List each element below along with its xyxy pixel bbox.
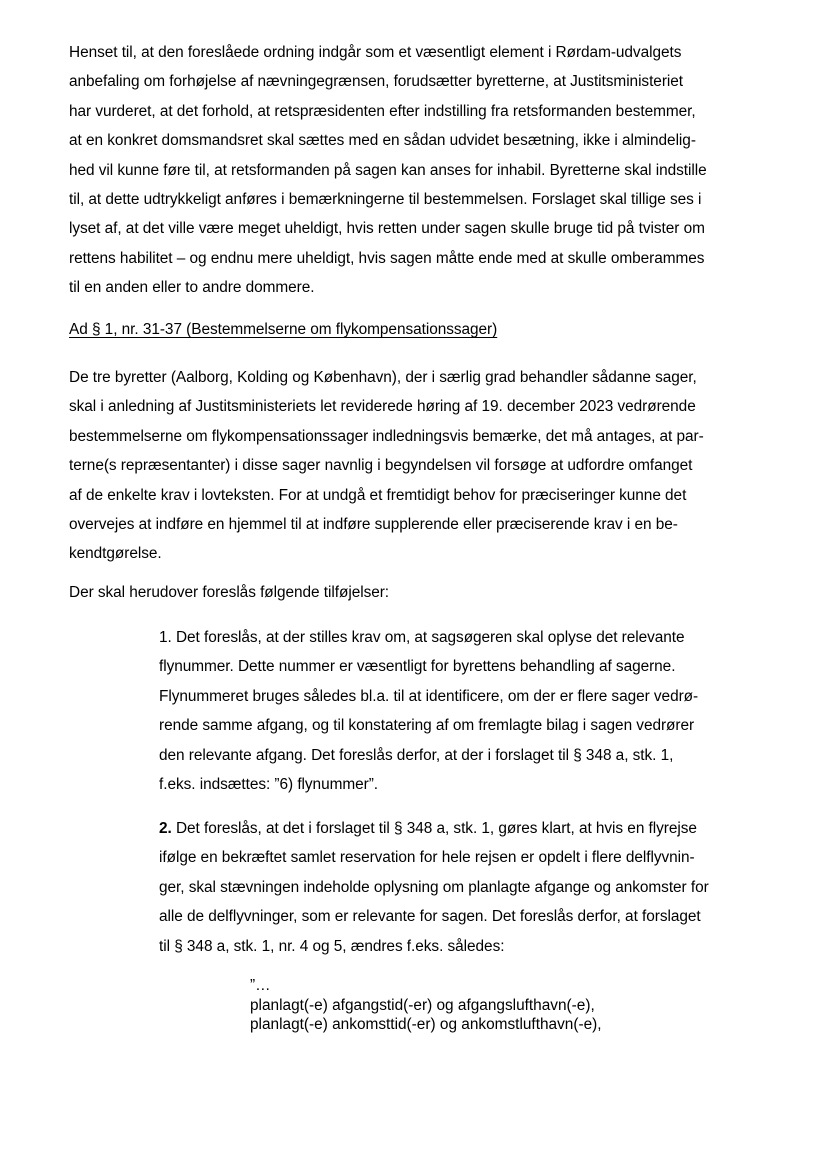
- text-line: hed vil kunne føre til, at retsformanden på sagen kan anses for inhabil. Byretterne skal indstille: [69, 161, 707, 179]
- item-text: Det foreslås, at det i forslaget til § 348 a, stk. 1, gøres klart, at hvis en flyrejse: [171, 820, 697, 837]
- text-line: f.eks. indsættes: ”6) flynummer”.: [159, 776, 379, 794]
- quoted-proposal: [250, 976, 750, 1035]
- text-line: til en anden eller to andre dommere.: [69, 279, 315, 297]
- text-line: [159, 814, 763, 843]
- text-line: bestemmelserne om flykompensationssager indledningsvis bemærke, det må antages, at par-: [69, 427, 704, 445]
- text-line: Flynummeret bruges således bl.a. til at identificere, om der er flere sager vedrø-: [159, 687, 699, 705]
- text-line: terne(s repræsentanter) i disse sager navnlig i begyndelsen vil forsøge at udfordre omfanget: [69, 457, 693, 475]
- text-line: [159, 623, 763, 652]
- text-line: rettens habilitet – og endnu mere uheldigt, hvis sagen måtte ende med at skulle omberammes: [69, 249, 705, 267]
- quote-line: planlagt(-e) ankomsttid(-er) og ankomstlufthavn(-e),: [250, 1016, 602, 1034]
- quote-line: planlagt(-e) afgangstid(-er) og afgangslufthavn(-e),: [250, 996, 595, 1014]
- text-line: ifølge en bekræftet samlet reservation for hele rejsen er opdelt i flere delflyvnin-: [159, 849, 695, 867]
- text-line: overvejes at indføre en hjemmel til at indføre supplerende eller præciserende krav i en be-: [69, 516, 678, 534]
- paragraph-tilfojelser: Der skal herudover foreslås følgende tilføjelser:: [69, 584, 390, 601]
- text-line: har vurderet, at det forhold, at retspræsidenten efter indstilling fra retsformanden bestemmer,: [69, 102, 696, 120]
- section-heading: Ad § 1, nr. 31-37 (Bestemmelserne om flykompensationssager): [69, 321, 498, 338]
- text-line: lyset af, at det ville være meget uheldigt, hvis retten under sagen skulle bruge tid på tvister om: [69, 220, 705, 238]
- list-item-delflyvninger: [159, 814, 763, 961]
- list-item-flynummer: [159, 623, 763, 799]
- quote-line: ”…: [250, 977, 271, 994]
- text-line: skal i anledning af Justitsministeriets let reviderede høring af 19. december 2023 vedrørende: [69, 398, 696, 416]
- text-line: alle de delflyvninger, som er relevante for sagen. Det foreslås derfor, at forslaget: [159, 908, 701, 926]
- item-number: 1.: [159, 629, 172, 646]
- text-line: Henset til, at den foreslåede ordning indgår som et væsentligt element i Rørdam-udvalgets: [69, 44, 682, 61]
- text-line: af de enkelte krav i lovteksten. For at undgå et fremtidigt behov for præciseringer kunne det: [69, 486, 687, 504]
- item-text: Det foreslås, at der stilles krav om, at sagsøgeren skal oplyse det relevante: [171, 629, 685, 646]
- text-line: den relevante afgang. Det foreslås derfor, at der i forslaget til § 348 a, stk. 1,: [159, 746, 674, 764]
- text-line: til § 348 a, stk. 1, nr. 4 og 5, ændres f.eks. således:: [159, 937, 505, 955]
- text-line: anbefaling om forhøjelse af nævningegrænsen, forudsætter byretterne, at Justitsministeriet: [69, 73, 683, 91]
- text-line: De tre byretter (Aalborg, Kolding og København), der i særlig grad behandler sådanne sager,: [69, 369, 697, 386]
- item-number: 2.: [159, 820, 172, 837]
- text-line: til, at dette udtrykkeligt anføres i bemærkningerne til bestemmelsen. Forslaget skal tillige ses i: [69, 191, 702, 209]
- paragraph-habilitet: [69, 38, 763, 303]
- text-line: ger, skal stævningen indeholde oplysning om planlagte afgange og ankomster for: [159, 878, 709, 896]
- text-line: kendtgørelse.: [69, 545, 162, 563]
- text-line: flynummer. Dette nummer er væsentligt for byrettens behandling af sagerne.: [159, 658, 676, 676]
- paragraph-flykompensation: [69, 363, 763, 569]
- text-line: at en konkret domsmandsret skal sættes med en sådan udvidet besætning, ikke i almindelig-: [69, 132, 696, 150]
- text-line: rende samme afgang, og til konstatering af om fremlagte bilag i sagen vedrører: [159, 717, 695, 735]
